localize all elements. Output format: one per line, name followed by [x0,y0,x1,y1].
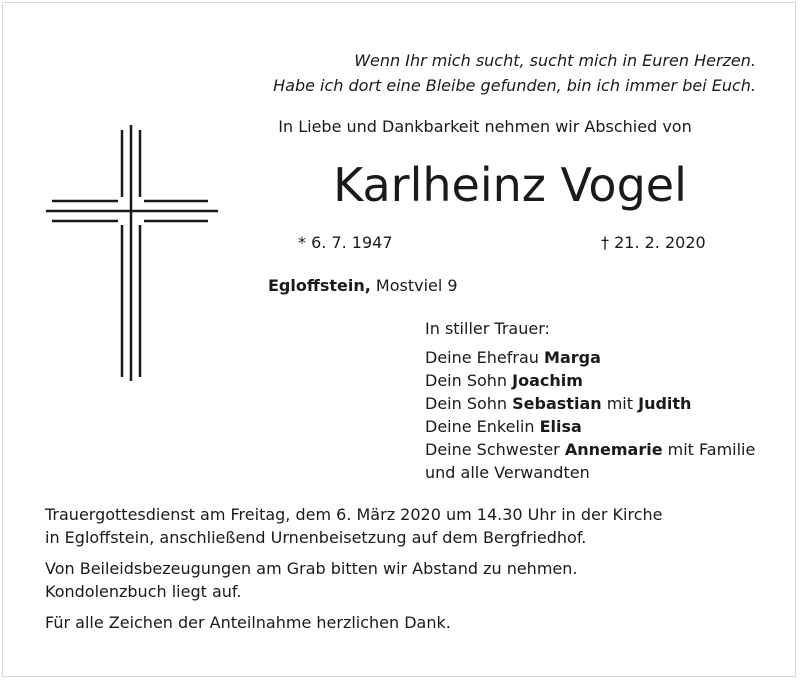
mourner-relation: Deine Enkelin [425,417,540,436]
mourner-row [425,346,755,369]
mourner-connector: mit Familie [662,440,756,459]
thanks-text [45,611,765,634]
details [45,503,765,642]
service-info [45,503,765,549]
mourner-connector: mit [601,394,639,413]
mourner-relation: Deine Schwester [425,440,565,459]
thanks-line: Für alle Zeichen der Anteilnahme herzlichen Dank. [45,613,451,632]
service-line: Trauergottesdienst am Freitag, dem 6. März 2020 um 14.30 Uhr in der Kirche [45,505,663,524]
intro-text: In Liebe und Dankbarkeit nehmen wir Abschied von [278,117,692,136]
mourner-relation: Dein Sohn [425,394,513,413]
mourner-row [425,369,755,392]
mourner-name: Annemarie [564,440,663,459]
quote [200,48,756,98]
mourner-name: Joachim [512,371,583,390]
address-street: Mostviel 9 [375,276,458,295]
death-date: † 21. 2. 2020 [601,233,706,252]
condolence-line: Von Beileidsbezeugungen am Grab bitten wir Abstand zu nehmen. [45,559,578,578]
condolence-line: Kondolenzbuch liegt auf. [45,582,242,601]
mourner-name: Sebastian [512,394,602,413]
mourner-row [425,415,755,438]
birth-date: * 6. 7. 1947 [298,233,393,252]
service-line: in Egloffstein, anschließend Urnenbeisetzung auf dem Bergfriedhof. [45,528,587,547]
mourners-heading: In stiller Trauer: [425,319,550,338]
address-place: Egloffstein, [268,276,371,295]
condolence-info [45,557,765,603]
mourner-relation: Deine Ehefrau [425,348,545,367]
mourner-name-2: Judith [638,394,692,413]
mourners-last: und alle Verwandten [425,463,590,482]
mourner-relation: Dein Sohn [425,371,513,390]
mourner-name: Marga [544,348,601,367]
address [268,276,458,295]
mourners-list [425,317,755,484]
quote-line: Habe ich dort eine Bleibe gefunden, bin ich immer bei Euch. [273,76,756,95]
cross-icon [40,125,225,385]
deceased-name: Karlheinz Vogel [333,158,687,212]
quote-line: Wenn Ihr mich sucht, sucht mich in Euren Herzen. [354,51,756,70]
mourner-name: Elisa [539,417,582,436]
mourner-row [425,392,755,415]
mourner-row [425,438,755,461]
